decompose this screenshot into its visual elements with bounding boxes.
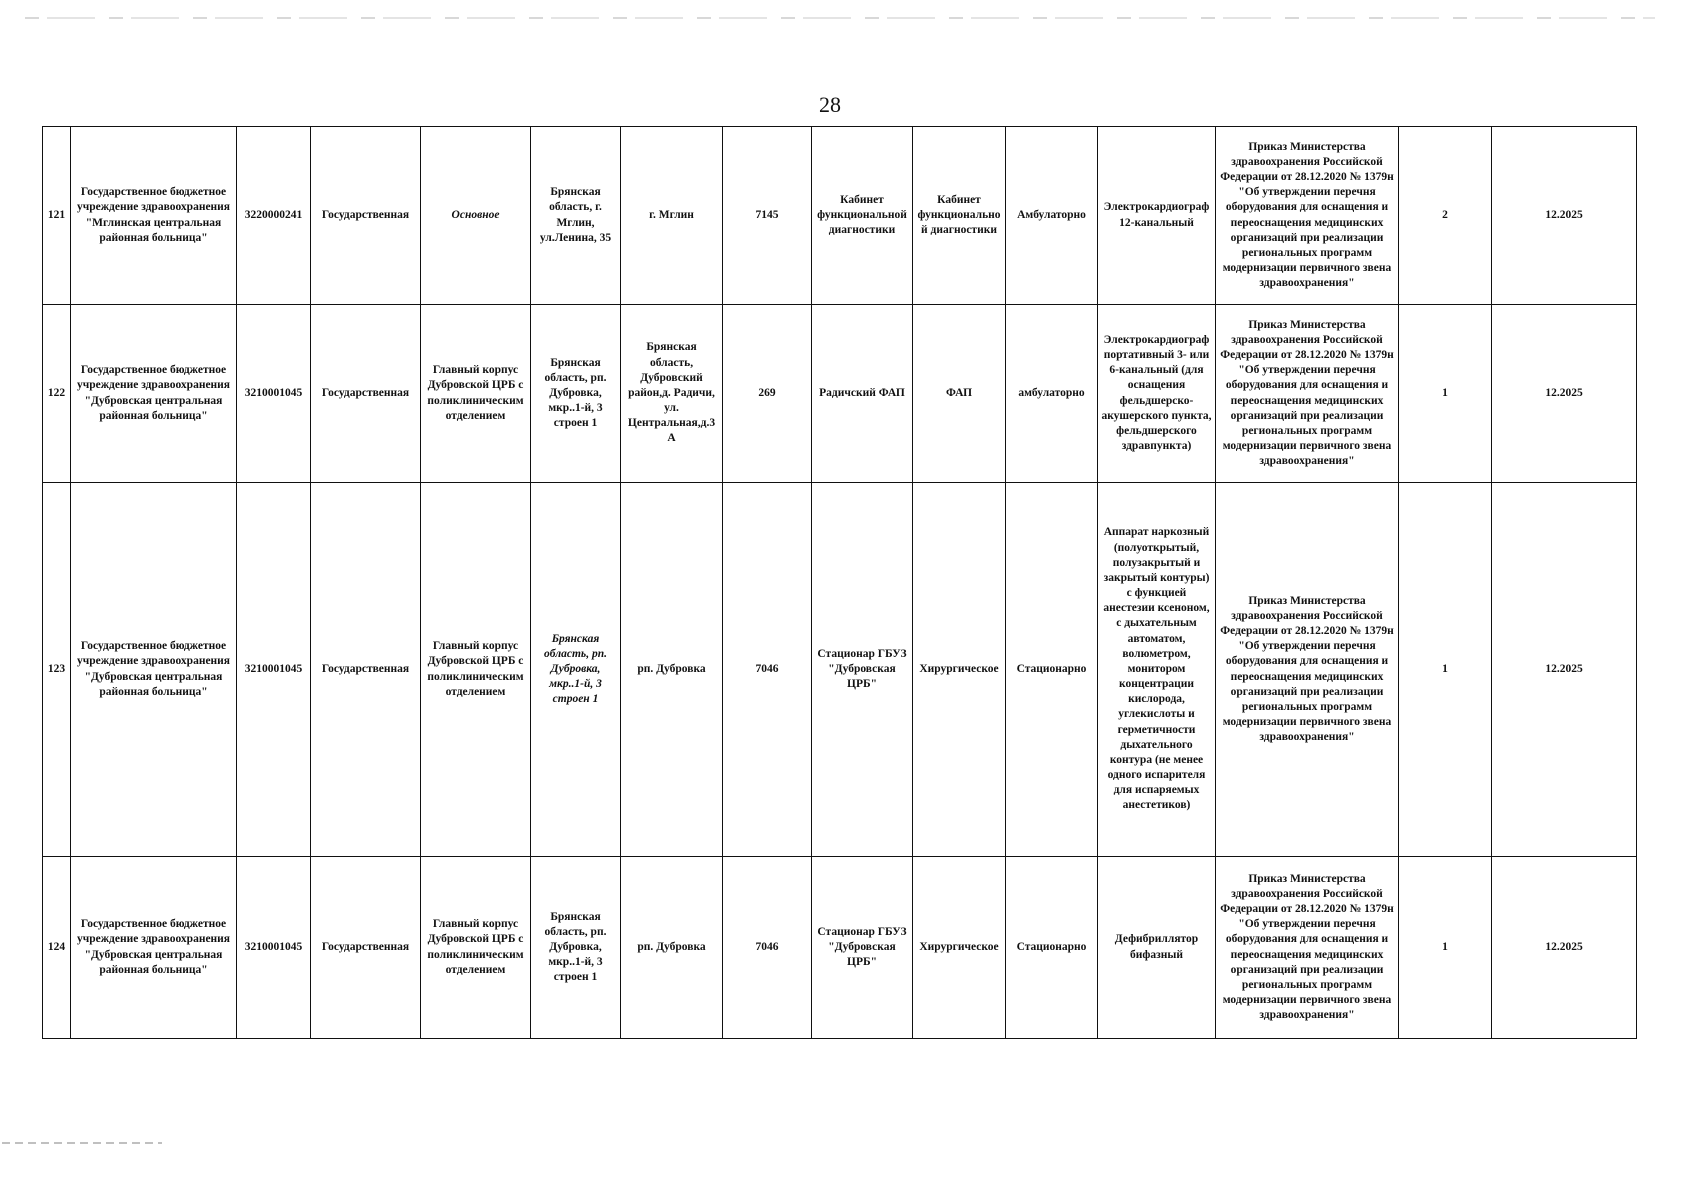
delivery-date: 12.2025 [1492,857,1637,1039]
delivery-date: 12.2025 [1492,127,1637,305]
row-number: 121 [43,127,71,305]
quantity: 1 [1399,305,1492,483]
locality: рп. Дубровка [621,483,723,857]
department: Хирургическое [913,483,1006,857]
structural-unit: Стационар ГБУЗ "Дубровская ЦРБ" [812,483,913,857]
structural-unit: Кабинет функциональной диагностики [812,127,913,305]
organization-code: 3210001045 [237,305,311,483]
quantity: 1 [1399,483,1492,857]
table-row [43,483,1637,857]
table-row [43,857,1637,1039]
legal-basis: Приказ Министерства здравоохранения Российской Федерации от 28.12.2020 № 1379н "Об утверждении перечня оборудования для оснащения и переоснащения медицинских организаций при реализации региональных программ модернизации первичного звена здравоохранения" [1216,305,1399,483]
organization-name: Государственное бюджетное учреждение здравоохранения "Дубровская центральная районная больница" [71,857,237,1039]
department: ФАП [913,305,1006,483]
organization-code: 3210001045 [237,857,311,1039]
equipment-name: Электрокардиограф портативный 3- или 6-канальный (для оснащения фельдшерско-акушерского пункта, фельдшерского здравпункта) [1098,305,1216,483]
locality: г. Мглин [621,127,723,305]
locality: Брянская область, Дубровский район,д. Радичи, ул. Центральная,д.3 А [621,305,723,483]
department: Хирургическое [913,857,1006,1039]
legal-basis: Приказ Министерства здравоохранения Российской Федерации от 28.12.2020 № 1379н "Об утверждении перечня оборудования для оснащения и переоснащения медицинских организаций при реализации региональных программ модернизации первичного звена здравоохранения" [1216,483,1399,857]
structural-unit: Стационар ГБУЗ "Дубровская ЦРБ" [812,857,913,1039]
row-number: 122 [43,305,71,483]
page-number: 28 [819,92,841,117]
building-address: Брянская область, рп. Дубровка, мкр..1-й, 3 строен 1 [531,305,621,483]
scan-noise-top [25,17,1655,19]
row-number: 123 [43,483,71,857]
care-condition: Стационарно [1006,483,1098,857]
ownership-form: Государственная [311,483,421,857]
organization-name: Государственное бюджетное учреждение здравоохранения "Дубровская центральная районная больница" [71,305,237,483]
locality-code: 7145 [723,127,812,305]
organization-code: 3210001045 [237,483,311,857]
organization-code: 3220000241 [237,127,311,305]
scan-noise-bottom [2,1142,162,1144]
organization-name: Государственное бюджетное учреждение здравоохранения "Мглинская центральная районная больница" [71,127,237,305]
delivery-date: 12.2025 [1492,483,1637,857]
locality-code: 269 [723,305,812,483]
care-condition: Стационарно [1006,857,1098,1039]
structural-unit: Радичский ФАП [812,305,913,483]
legal-basis: Приказ Министерства здравоохранения Российской Федерации от 28.12.2020 № 1379н "Об утверждении перечня оборудования для оснащения и переоснащения медицинских организаций при реализации региональных программ модернизации первичного звена здравоохранения" [1216,127,1399,305]
equipment-name: Аппарат наркозный (полуоткрытый, полузакрытый и закрытый контуры) с функцией анестезии ксеноном, с дыхательным автоматом, волюметром, монитором концентрации кислорода, углекислоты и герметичности дыхательного контура (не менее одного испарителя для испаряемых анестетиков) [1098,483,1216,857]
care-condition: амбулаторно [1006,305,1098,483]
row-number: 124 [43,857,71,1039]
building-address: Брянская область, рп. Дубровка, мкр..1-й, 3 строен 1 [531,857,621,1039]
equipment-name: Дефибриллятор бифазный [1098,857,1216,1039]
department: Кабинет функционально й диагностики [913,127,1006,305]
building-address: Брянская область, рп. Дубровка, мкр..1-й, 3 строен 1 [531,483,621,857]
building-name: Главный корпус Дубровской ЦРБ с поликлиническим отделением [421,483,531,857]
quantity: 2 [1399,127,1492,305]
locality: рп. Дубровка [621,857,723,1039]
table-row [43,305,1637,483]
quantity: 1 [1399,857,1492,1039]
delivery-date: 12.2025 [1492,305,1637,483]
building-name: Основное [421,127,531,305]
locality-code: 7046 [723,483,812,857]
ownership-form: Государственная [311,127,421,305]
locality-code: 7046 [723,857,812,1039]
equipment-name: Электрокардиограф 12-канальный [1098,127,1216,305]
building-name: Главный корпус Дубровской ЦРБ с поликлиническим отделением [421,857,531,1039]
building-address: Брянская область, г. Мглин, ул.Ленина, 35 [531,127,621,305]
care-condition: Амбулаторно [1006,127,1098,305]
ownership-form: Государственная [311,305,421,483]
legal-basis: Приказ Министерства здравоохранения Российской Федерации от 28.12.2020 № 1379н "Об утверждении перечня оборудования для оснащения и переоснащения медицинских организаций при реализации региональных программ модернизации первичного звена здравоохранения" [1216,857,1399,1039]
ownership-form: Государственная [311,857,421,1039]
organization-name: Государственное бюджетное учреждение здравоохранения "Дубровская центральная районная больница" [71,483,237,857]
table-row [43,127,1637,305]
equipment-table [42,126,1637,1039]
building-name: Главный корпус Дубровской ЦРБ с поликлиническим отделением [421,305,531,483]
